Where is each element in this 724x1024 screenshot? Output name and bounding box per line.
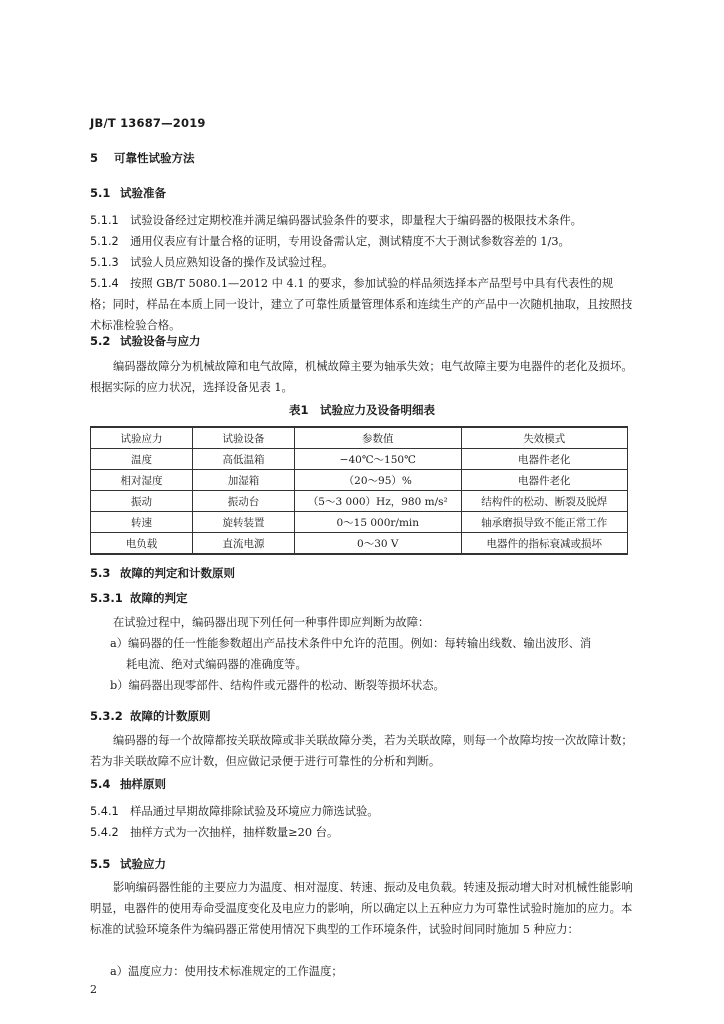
table-cell: 高低温箱 — [193, 449, 295, 470]
heading-number: 5.3.2 — [90, 709, 123, 723]
table-cell: 振动 — [91, 491, 193, 512]
heading-5 — [90, 150, 195, 166]
table-cell: 旋转装置 — [193, 512, 295, 533]
table-row — [91, 491, 628, 512]
paragraph-5-3-1: 在试验过程中，编码器出现下列任何一种事件即应判断为故障： — [113, 616, 430, 629]
list-item-b: b）编码器出现零部件、结构件或元器件的松动、断裂等损坏状态。 — [110, 679, 445, 692]
heading-number: 5.2 — [90, 334, 111, 348]
clause-text: 抽样方式为一次抽样，抽样数量≥20 台。 — [130, 826, 339, 839]
table-cell: 温度 — [91, 449, 193, 470]
heading-title: 故障的判定和计数原则 — [120, 566, 235, 580]
clause-number: 5.4.2 — [90, 826, 119, 839]
paragraph-5-5: 影响编码器性能的主要应力为温度、相对湿度、转速、振动及电负载。转速及振动增大时对机械性能影响明显，电器件的使用寿命受温度变化及电应力的影响，所以确定以上五种应力为可靠性试验时施加的应力。本标准的试验环境条件为编码器正常使用情况下典型的工作环境条件，试验时间同时施加 5 种应力： — [90, 881, 633, 936]
heading-title: 抽样原则 — [120, 777, 166, 791]
table-caption: 表1 试验应力及设备明细表 — [288, 403, 435, 417]
clause-text: 通用仪表应有计量合格的证明，专用设备需认定，测试精度不大于测试参数容差的 1/3。 — [130, 235, 570, 248]
heading-5-3-1 — [90, 590, 188, 606]
clause-5-4-1 — [90, 801, 635, 822]
heading-5-3 — [90, 565, 235, 581]
table-cell: 电器件的指标衰减或损坏 — [461, 533, 628, 555]
table-cell: 结构件的松动、断裂及脱焊 — [461, 491, 628, 512]
clause-number: 5.1.4 — [90, 277, 119, 290]
heading-title: 试验设备与应力 — [120, 334, 201, 348]
table-cell: 电器件老化 — [461, 449, 628, 470]
list-item-continuation: 耗电流、绝对式编码器的准确度等。 — [126, 658, 307, 671]
page-number: 2 — [90, 983, 97, 996]
heading-5-2 — [90, 333, 201, 349]
table-cell: 振动台 — [193, 491, 295, 512]
table-cell: 电器件老化 — [461, 470, 628, 491]
clause-5-1-2 — [90, 231, 635, 252]
table-cell: 直流电源 — [193, 533, 295, 555]
list-item-line: a）编码器的任一性能参数超出产品技术条件中允许的范围。例如：每转输出线数、输出波形、消 — [110, 637, 592, 650]
clause-5-1-4 — [90, 273, 635, 336]
heading-5-3-2 — [90, 708, 211, 724]
clause-text: 试验人员应熟知设备的操作及试验过程。 — [130, 256, 334, 269]
table-cell: 电负载 — [91, 533, 193, 555]
standard-number: JB/T 13687—2019 — [90, 116, 206, 130]
list-item-a-temperature: a）温度应力：使用技术标准规定的工作温度； — [110, 965, 343, 978]
heading-number: 5.1 — [90, 186, 111, 200]
table-header-cell: 失效模式 — [461, 427, 628, 449]
table-cell: （5～3 000）Hz，980 m/s² — [295, 491, 461, 512]
clause-text: 样品通过早期故障排除试验及环境应力筛选试验。 — [130, 805, 379, 818]
table-cell: 加湿箱 — [193, 470, 295, 491]
clause-number: 5.1.1 — [90, 214, 119, 227]
heading-number: 5.3 — [90, 566, 111, 580]
clause-5-4-2 — [90, 822, 635, 843]
table-header-cell: 试验应力 — [91, 427, 193, 449]
table-row — [91, 533, 628, 555]
heading-title: 故障的计数原则 — [130, 709, 211, 723]
heading-title: 试验应力 — [120, 857, 166, 871]
heading-5-5 — [90, 856, 166, 872]
heading-number: 5.3.1 — [90, 591, 123, 605]
clause-5-1-3 — [90, 252, 635, 273]
table-cell: 转速 — [91, 512, 193, 533]
heading-title: 试验准备 — [120, 186, 166, 200]
heading-number: 5 — [90, 151, 99, 165]
heading-number: 5.5 — [90, 857, 111, 871]
paragraph-5-2: 编码器故障分为机械故障和电气故障，机械故障主要为轴承失效；电气故障主要为电器件的老化及损坏。根据实际的应力状况，选择设备见表 1。 — [90, 360, 633, 394]
list-item-a — [110, 633, 636, 675]
table-1 — [90, 426, 628, 555]
heading-5-1 — [90, 185, 166, 201]
clause-number: 5.1.3 — [90, 256, 119, 269]
table-header-cell: 试验设备 — [193, 427, 295, 449]
heading-5-4 — [90, 776, 166, 792]
table-row — [91, 470, 628, 491]
table-cell: 轴承磨损导致不能正常工作 — [461, 512, 628, 533]
paragraph-5-3-2: 编码器的每一个故障都按关联故障或非关联故障分类，若为关联故障，则每一个故障均按一次故障计数；若为非关联故障不应计数，但应做记录便于进行可靠性的分析和判断。 — [90, 734, 633, 768]
clause-5-1-1 — [90, 210, 635, 231]
clause-text: 试验设备经过定期校准并满足编码器试验条件的要求，即量程大于编码器的极限技术条件。 — [130, 214, 582, 227]
table-cell: 0～15 000r/min — [295, 512, 461, 533]
heading-title: 故障的判定 — [130, 591, 188, 605]
table-row — [91, 512, 628, 533]
clause-text: 按照 GB/T 5080.1—2012 中 4.1 的要求，参加试验的样品须选择本产品型号中具有代表性的规格；同时，样品在本质上同一设计，建立了可靠性质量管理体系和连续生产的产品中一次随机抽取，且按照技术标准检验合格。 — [90, 277, 633, 332]
table-header-row — [91, 427, 628, 449]
table-cell: −40℃～150℃ — [295, 449, 461, 470]
table-cell: 0～30 V — [295, 533, 461, 555]
clause-number: 5.4.1 — [90, 805, 119, 818]
heading-title: 可靠性试验方法 — [114, 151, 195, 165]
clause-number: 5.1.2 — [90, 235, 119, 248]
table-header-cell: 参数值 — [295, 427, 461, 449]
table-row — [91, 449, 628, 470]
table-cell: 相对湿度 — [91, 470, 193, 491]
heading-number: 5.4 — [90, 777, 111, 791]
table-cell: （20～95）% — [295, 470, 461, 491]
